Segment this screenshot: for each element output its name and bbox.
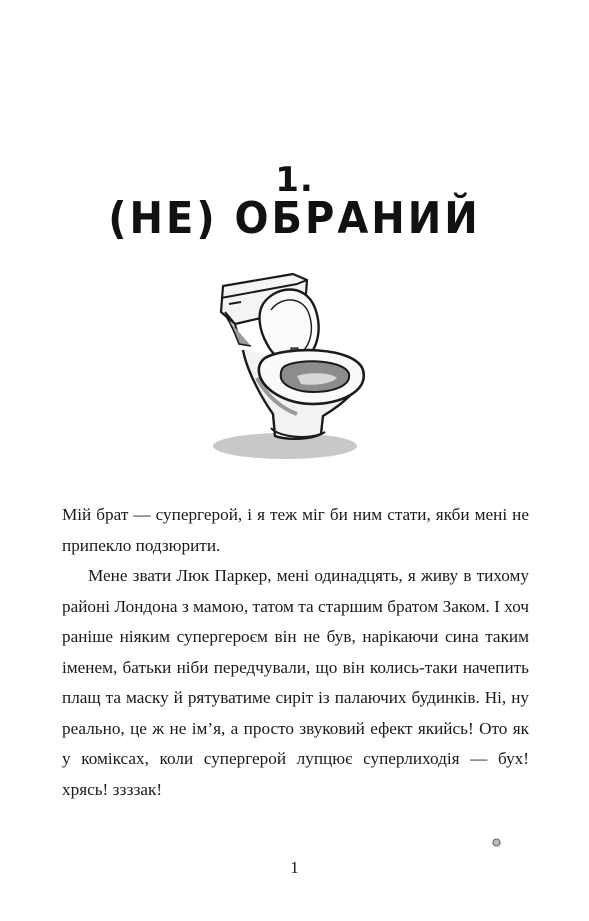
ornament-icon xyxy=(492,838,501,847)
body-text xyxy=(62,500,529,805)
paragraph-1: Мій брат — супергерой, і я теж міг би ним стати, якби мені не припекло подзюрити. xyxy=(62,505,529,555)
page-number: 1 xyxy=(290,858,299,877)
chapter-number: 1. xyxy=(275,160,314,200)
paragraph-2: Мене звати Люк Паркер, мені одинадцять, я живу в тихому районі Лондона з мамою, татом та старшим братом Заком. І хоч раніше ніяким супергероєм він не був, нарікаючи сина таким іменем, батьки ніби передчували, що він колись-таки начепить плащ та маску й рятуватиме сиріт із палаючих будинків. Ні, ну реально, це ж не ім’я, а просто звуковий ефект якийсь! Ото як у коміксах, коли супергерой лупцює суперлиходія — бух! хрясь! ззззак! xyxy=(62,566,529,799)
toilet-icon xyxy=(205,268,385,464)
chapter-title: (НЕ) ОБРАНИЙ xyxy=(108,194,481,244)
